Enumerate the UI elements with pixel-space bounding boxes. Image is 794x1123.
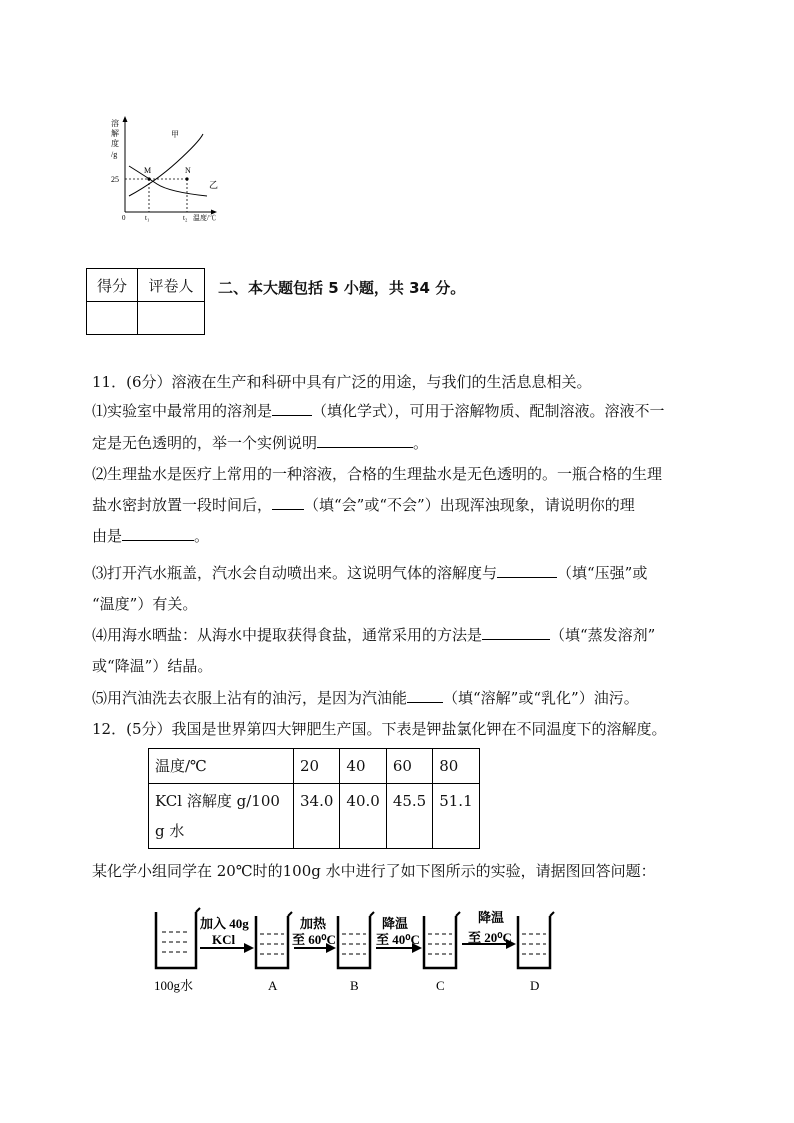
curve-yi [129, 166, 207, 196]
beaker-start [156, 908, 200, 968]
y-label-char-1: 溶 [111, 119, 119, 128]
origin-label: 0 [122, 214, 126, 222]
q12-intro: 某化学小组同学在 20℃时的100g 水中进行了如下图所示的实验，请据图回答问题： [92, 862, 656, 880]
experiment-diagram [150, 906, 570, 998]
point-m-label: M [144, 166, 152, 175]
q11-p2-text-b: 盐水密封放置一段时间后， [92, 496, 273, 514]
score-header: 得分 [87, 269, 138, 302]
q12-stem: 12．(5分）我国是世界第四大钾肥生产国。下表是钾盐氯化钾在不同温度下的溶解度。 [92, 720, 667, 738]
q11-stem: 11．(6分）溶液在生产和科研中具有广泛的用途，与我们的生活息息相关。 [92, 373, 592, 391]
table-cell: 80 [433, 749, 479, 784]
beaker-a-label: A [268, 978, 278, 993]
table-cell: 40 [340, 749, 386, 784]
q11-p4-text-b: （填“蒸发溶剂” [550, 626, 656, 644]
beaker-d-label: D [530, 978, 540, 993]
q11-p2-blank-reason[interactable] [122, 526, 194, 541]
q11-p1-text-b: （填化学式），可用于溶解物质、配制溶液。溶液不一 [312, 402, 665, 420]
q11-p2-text-c: （填“会”或“不会”）出现浑浊现象，请说明你的理 [304, 496, 635, 514]
q11-part1-line2 [92, 432, 428, 454]
step1-bottom-label: KCl [212, 932, 236, 947]
q11-p3-text-b: （填“压强”或 [557, 564, 648, 582]
beaker-a [256, 912, 292, 968]
beaker-b-label: B [350, 978, 359, 993]
start-beaker-label: 100g水 [154, 978, 194, 993]
table-cell: KCl 溶解度 g/100g 水 [149, 784, 294, 849]
q11-part3-line2: “温度”）有关。 [92, 595, 198, 613]
beaker-d [518, 912, 554, 968]
table-cell: 20 [294, 749, 340, 784]
beaker-c-label: C [436, 978, 445, 993]
x-label: 温度/℃ [193, 214, 216, 222]
q11-p4-blank[interactable] [482, 625, 550, 640]
q11-p2-text-d: 由是 [92, 527, 123, 545]
q11-part4-line2: 或“降温”）结晶。 [92, 657, 213, 675]
table-row [149, 784, 480, 849]
step1-top-label: 加入 40g [200, 916, 249, 931]
grader-header: 评卷人 [138, 269, 205, 302]
q11-p1-text-c: 定是无色透明的，举一个实例说明 [92, 434, 318, 452]
q11-p2-blank-answer[interactable] [272, 495, 304, 510]
q11-p1-blank-solvent[interactable] [272, 401, 312, 416]
q11-p1-text-a: ⑴实验室中最常用的溶剂是 [92, 402, 273, 420]
table-cell: 40.0 [340, 784, 386, 849]
table-row [149, 749, 480, 784]
beaker-b [338, 912, 374, 968]
q11-part5-line1 [92, 687, 639, 709]
solubility-graph [105, 112, 225, 222]
q11-p2-text-e: 。 [194, 527, 210, 545]
y-label-char-3: 度 [111, 139, 119, 148]
curve-yi-label: 乙 [209, 180, 219, 190]
step4-top-label: 降温 [478, 910, 505, 925]
q11-p1-text-d: 。 [413, 434, 429, 452]
kcl-solubility-table [148, 748, 480, 849]
q11-p3-text-a: ⑶打开汽水瓶盖，汽水会自动喷出来。这说明气体的溶解度与 [92, 564, 498, 582]
table-cell: 45.5 [386, 784, 432, 849]
q11-part3-line1 [92, 562, 647, 584]
score-cell[interactable] [87, 302, 138, 335]
y-label-char-2: 解 [111, 129, 119, 138]
q11-part2-line2 [92, 494, 635, 516]
q11-part4-line1 [92, 624, 655, 646]
beaker-c [424, 912, 460, 968]
y-unit: /g [111, 150, 118, 159]
table-cell: 34.0 [294, 784, 340, 849]
point-n-label: N [185, 166, 191, 175]
q11-p3-blank[interactable] [497, 563, 557, 578]
q11-p4-text-a: ⑷用海水晒盐：从海水中提取获得食盐，通常采用的方法是 [92, 626, 483, 644]
q11-p5-text-b: （填“溶解”或“乳化”）油污。 [443, 689, 639, 707]
curve-jia-label: 甲 [171, 130, 179, 139]
q11-p1-blank-example[interactable] [317, 433, 413, 448]
step3-top-label: 降温 [382, 916, 409, 931]
table-cell: 60 [386, 749, 432, 784]
step3-bottom-label: 至 40⁰C [376, 932, 420, 947]
table-cell: 51.1 [433, 784, 479, 849]
step2-top-label: 加热 [300, 916, 327, 931]
curve-jia [129, 134, 203, 196]
q11-part1-line1 [92, 400, 665, 422]
step2-bottom-label: 至 60⁰C [292, 932, 336, 947]
q11-p5-blank[interactable] [407, 688, 443, 703]
table-cell: 温度/℃ [149, 749, 294, 784]
score-table [86, 268, 205, 335]
section-heading: 二、本大题包括 5 小题，共 34 分。 [218, 279, 466, 297]
q11-p5-text-a: ⑸用汽油洗去衣服上沾有的油污，是因为汽油能 [92, 689, 408, 707]
y-tick-25: 25 [111, 175, 119, 184]
x-tick-t2: t₂ [183, 214, 188, 222]
q11-part2-line1: ⑵生理盐水是医疗上常用的一种溶液，合格的生理盐水是无色透明的。一瓶合格的生理 [92, 465, 663, 483]
q11-part2-line3 [92, 525, 209, 547]
grader-cell[interactable] [138, 302, 205, 335]
x-tick-t1: t₁ [145, 214, 150, 222]
step4-bottom-label: 至 20⁰C [468, 930, 512, 945]
